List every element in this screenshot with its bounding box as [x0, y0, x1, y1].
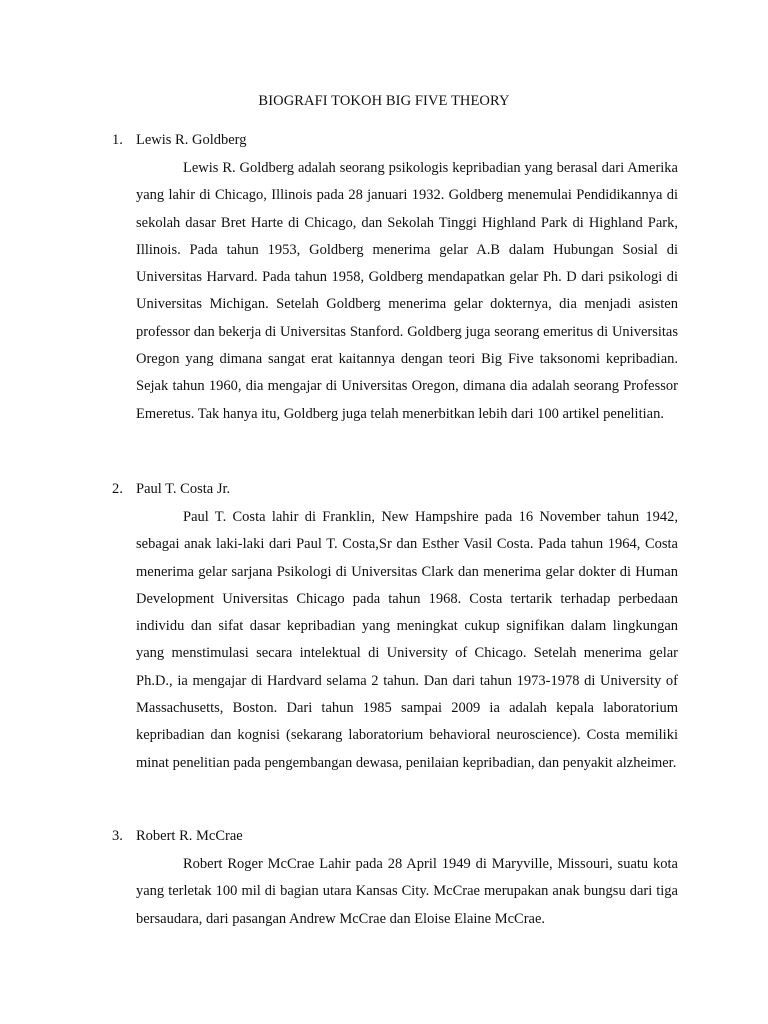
section-number: 1.: [112, 132, 123, 148]
section-paragraph: Lewis R. Goldberg adalah seorang psikologis kepribadian yang berasal dari Amerika yang lahir di Chicago, Illinois pada 28 januari 1932. Goldberg menemulai Pendidikannya di sekolah dasar Bret Harte di Chicago, dan Sekolah Tinggi Highland Park di Highland Park, Illinois. Pada tahun 1953, Goldberg menerima gelar A.B dalam Hubungan Sosial di Universitas Harvard. Pada tahun 1958, Goldberg mendapatkan gelar Ph. D dari psikologi di Universitas Michigan. Setelah Goldberg menerima gelar dokternya, dia menjadi asisten professor dan bekerja di Universitas Stanford. Goldberg juga seorang emeritus di Universitas Oregon yang dimana sangat erat kaitannya dengan teori Big Five taksonomi kepribadian. Sejak tahun 1960, dia mengajar di Universitas Oregon, dimana dia adalah seorang Professor Emeretus. Tak hanya itu, Goldberg juga telah menerbitkan lebih dari 100 artikel penelitian.: [136, 160, 678, 422]
section-person-name: Lewis R. Goldberg: [136, 132, 247, 148]
section-heading: [112, 826, 678, 846]
section-heading: [112, 479, 678, 499]
section-number: 2.: [112, 481, 123, 497]
section-heading: [112, 130, 678, 150]
biography-section-mccrae: [112, 826, 678, 933]
section-paragraph: Paul T. Costa lahir di Franklin, New Hampshire pada 16 November tahun 1942, sebagai anak laki-laki dari Paul T. Costa,Sr dan Esther Vasil Costa. Pada tahun 1964, Costa menerima gelar sarjana Psikologi di Universitas Clark dan menerima gelar dokter di Human Development Universitas Chicago pada tahun 1968. Costa tertarik terhadap perbedaan individu dan sifat dasar kepribadian yang meningkat cukup signifikan dalam lingkungan yang menstimulasi secara intelektual di University of Chicago. Setelah menerima gelar Ph.D., ia mengajar di Hardvard selama 2 tahun. Dan dari tahun 1973-1978 di University of Massachusetts, Boston. Dari tahun 1985 sampai 2009 ia adalah kepala laboratorium kepribadian dan kognisi (sekarang laboratorium behavioral neuroscience). Costa memiliki minat penelitian pada pengembangan dewasa, penilaian kepribadian, dan penyakit alzheimer.: [136, 509, 678, 771]
section-paragraph: Robert Roger McCrae Lahir pada 28 April 1949 di Maryville, Missouri, suatu kota yang terletak 100 mil di bagian utara Kansas City. McCrae merupakan anak bungsu dari tiga bersaudara, dari pasangan Andrew McCrae dan Eloise Elaine McCrae.: [136, 856, 678, 927]
section-number: 3.: [112, 828, 123, 844]
biography-section-goldberg: [112, 130, 678, 428]
document-title: BIOGRAFI TOKOH BIG FIVE THEORY: [258, 93, 510, 109]
biography-section-costa: [112, 479, 678, 777]
section-person-name: Paul T. Costa Jr.: [136, 481, 231, 497]
section-person-name: Robert R. McCrae: [136, 828, 243, 844]
